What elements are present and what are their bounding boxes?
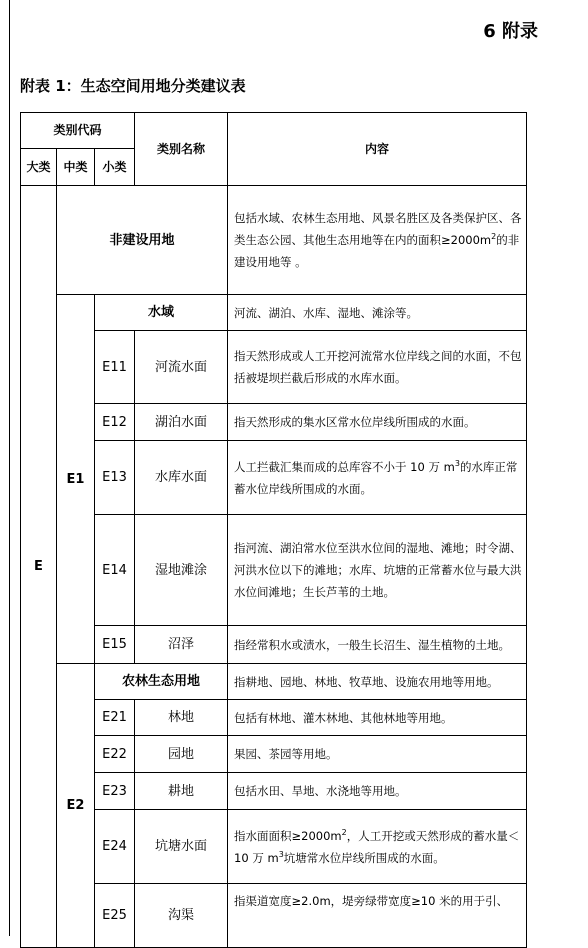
e25-code: E25 bbox=[95, 884, 135, 948]
e22-content: 果园、茶园等用地。 bbox=[228, 736, 527, 773]
header-category-code: 类别代码 bbox=[21, 113, 135, 149]
e14-content: 指河流、湖泊常水位至洪水位间的湿地、滩地；时令湖、河洪水位以下的滩地；水库、坑塘的正常蓄水位与最大洪水位间滩地；生长芦苇的土地。 bbox=[228, 515, 527, 626]
e1-content: 河流、湖泊、水库、湿地、滩涂等。 bbox=[228, 295, 527, 331]
e14-code: E14 bbox=[95, 515, 135, 626]
e15-code: E15 bbox=[95, 626, 135, 664]
e12-name: 湖泊水面 bbox=[135, 404, 228, 441]
table-caption: 附表 1：生态空间用地分类建议表 bbox=[20, 77, 246, 95]
e24-code: E24 bbox=[95, 810, 135, 884]
classification-table bbox=[20, 112, 527, 948]
e23-name: 耕地 bbox=[135, 773, 228, 810]
header-major: 大类 bbox=[21, 149, 57, 186]
left-margin-line bbox=[9, 0, 10, 936]
e25-name: 沟渠 bbox=[135, 884, 228, 948]
e11-content: 指天然形成或人工开挖河流常水位岸线之间的水面，不包括被堤坝拦截后形成的水库水面。 bbox=[228, 331, 527, 404]
header-category-name: 类别名称 bbox=[135, 113, 228, 186]
e11-code: E11 bbox=[95, 331, 135, 404]
e2-content: 指耕地、园地、林地、牧草地、设施农用地等用地。 bbox=[228, 664, 527, 700]
e11-name: 河流水面 bbox=[135, 331, 228, 404]
e2-code: E2 bbox=[57, 664, 95, 948]
nonconstruction-content: 包括水域、农林生态用地、风景名胜区及各类保护区、各类生态公园、其他生态用地等在内的面积$\ge 2000m^2$的非建设用地等 。 bbox=[228, 186, 527, 295]
e24-content: 指水面面积$\ge 2000m^2$，人工开挖或天然形成的蓄水量＜10 万 $m^3$坑塘常水位岸线所围成的水面。 bbox=[228, 810, 527, 884]
e14-name: 湿地滩涂 bbox=[135, 515, 228, 626]
chapter-title: 6 附录 bbox=[483, 21, 538, 42]
e15-content: 指经常积水或渍水，一般生长沼生、湿生植物的土地。 bbox=[228, 626, 527, 664]
nonconstruction-name: 非建设用地 bbox=[57, 186, 228, 295]
header-content: 内容 bbox=[228, 113, 527, 186]
e13-name: 水库水面 bbox=[135, 441, 228, 515]
major-code-e: E bbox=[21, 186, 57, 948]
e12-content: 指天然形成的集水区常水位岸线所围成的水面。 bbox=[228, 404, 527, 441]
e22-code: E22 bbox=[95, 736, 135, 773]
e23-code: E23 bbox=[95, 773, 135, 810]
e12-code: E12 bbox=[95, 404, 135, 441]
header-medium: 中类 bbox=[57, 149, 95, 186]
e15-name: 沼泽 bbox=[135, 626, 228, 664]
e23-content: 包括水田、旱地、水浇地等用地。 bbox=[228, 773, 527, 810]
e22-name: 园地 bbox=[135, 736, 228, 773]
e1-code: E1 bbox=[57, 295, 95, 664]
e2-name: 农林生态用地 bbox=[95, 664, 228, 700]
e24-name: 坑塘水面 bbox=[135, 810, 228, 884]
e13-content: 人工拦截汇集而成的总库容不小于 10 万 $m^3$的水库正常蓄水位岸线所围成的水面。 bbox=[228, 441, 527, 515]
e21-name: 林地 bbox=[135, 700, 228, 736]
e21-code: E21 bbox=[95, 700, 135, 736]
e25-content: 指渠道宽度≥2.0m，堤旁绿带宽度≥10 米的用于引、 bbox=[228, 884, 527, 948]
e1-name: 水域 bbox=[95, 295, 228, 331]
e13-code: E13 bbox=[95, 441, 135, 515]
e21-content: 包括有林地、灌木林地、其他林地等用地。 bbox=[228, 700, 527, 736]
header-minor: 小类 bbox=[95, 149, 135, 186]
